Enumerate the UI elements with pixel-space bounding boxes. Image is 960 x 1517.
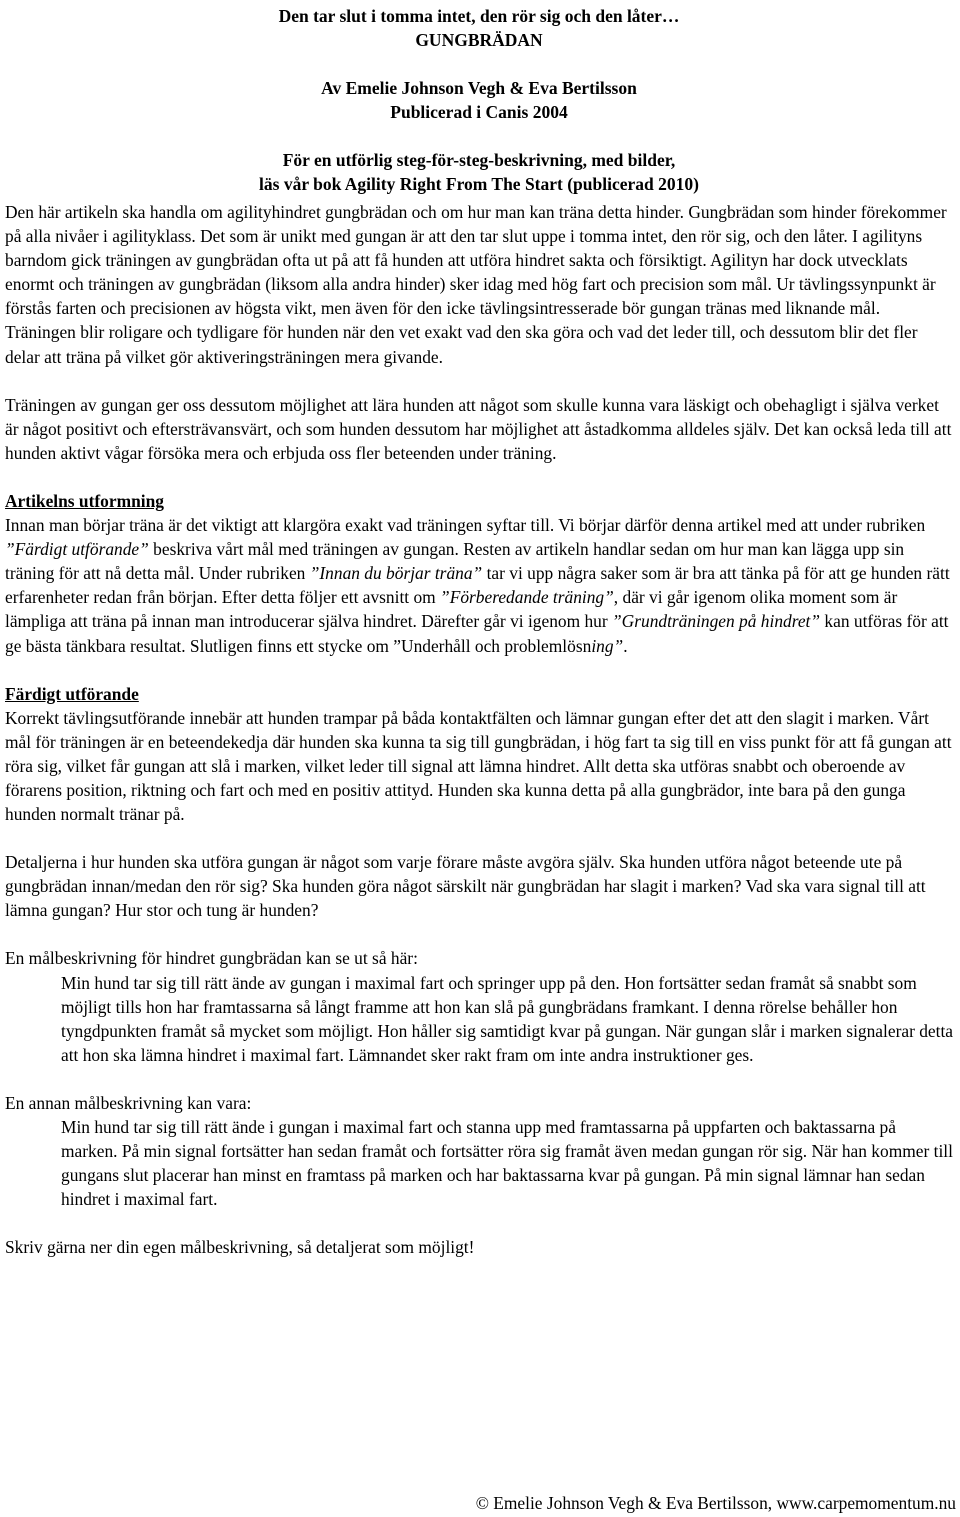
book-line-1: För en utförlig steg-för-steg-beskrivning, med bilder,	[282, 150, 676, 170]
goal-2-intro: En annan målbeskrivning kan vara:	[5, 1092, 252, 1113]
goal-1-intro: En målbeskrivning för hindret gungbrädan kan se ut så här:	[5, 948, 418, 969]
article-subtitle: GUNGBRÄDAN	[415, 30, 543, 50]
goal-2-description: Min hund tar sig till rätt ände i gungan i maximal fart och stanna upp med framtassarna på uppfarten och baktassarna på marken. På min signal fortsätter han sedan framåt och fortsätter röra sig framåt även medan gungan rör sig. När han kommer till gungans slut placerar han minst en framtass på marken och har baktassarna kvar på gungan. På min signal lämnar han sedan hindret i maximal fart.	[61, 1117, 953, 1210]
publication-info: Publicerad i Canis 2004	[390, 102, 568, 122]
section-2-paragraph-1: Korrekt tävlingsutförande innebär att hunden trampar på båda kontaktfälten och lämnar gungan efter det att den slagit i marken. Vårt mål för träningen är en beteendekedja där hunden ska kunna ta sig till gungbrädan, i hög fart ta sig till en viss punkt för att få gungan att röra sig, vilket får gungan att slå i marken, vilket leder till signal att lämna hindret. Allt detta ska utföras snabbt och oberoende av förarens position, riktning och fart och med en positiv attityd. Hunden ska kunna detta på alla gungbrädor, inte bara på den gunga hunden normalt tränar på.	[5, 707, 952, 825]
footer-copyright: © Emelie Johnson Vegh & Eva Bertilsson, www.carpemomentum.nu	[475, 1493, 956, 1513]
closing-line: Skriv gärna ner din egen målbeskrivning, så detaljerat som möjligt!	[5, 1237, 475, 1258]
paragraph-2: Träningen av gungan ger oss dessutom möjlighet att lära hunden att något som skulle kunna vara läskigt och obehagligt i själva verket är något positivt och eftersträvansvärt, och som hunden dessutom har möjlighet att åstadkomma alldeles själv. Det kan också leda till att hunden aktivt vågar försöka mera och erbjuda oss fler beteenden under träning.	[5, 394, 952, 463]
section-heading-fardigt-utforande: Färdigt utförande	[5, 683, 139, 704]
section-heading-utformning: Artikelns utformning	[5, 490, 164, 511]
document-page	[5, 4, 953, 1259]
section-1-paragraph: Innan man börjar träna är det viktigt att klargöra exakt vad träningen syftar till. Vi börjar därför denna artikel med att under rubriken ”Färdigt utförande” beskriva vårt mål med träningen av gungan. Resten av artikeln handlar sedan om hur man kan lägga upp sin träning för att nå detta mål. Under rubriken ”Innan du börjar träna” tar vi upp några saker som är bra att tänka på för att ge hunden rätt erfarenheter redan från början. Efter detta följer ett avsnitt om ”Förberedande träning”, där vi går igenom olika moment som är lämpliga att träna på innan man introducerar själva hindret. Därefter går vi igenom hur ”Grundträningen på hindret” kan utföras för att ge bästa tänkbara resultat. Slutligen finns ett stycke om ”Underhåll och problemlösning”.	[5, 515, 950, 656]
book-line-2: läs vår bok Agility Right From The Start (publicerad 2010)	[259, 174, 699, 194]
book-reference	[5, 148, 953, 196]
byline-block	[5, 76, 953, 124]
goal-1-description: Min hund tar sig till rätt ände av gungan i maximal fart och springer upp på den. Hon fortsätter sedan framåt så snabbt som möjligt tills hon har framtassarna så långt framme att hon kan slå på gungbrädans framkant. I denna rörelse behåller hon tyngdpunkten framåt så mycket som möjligt. Hon håller sig samtidigt kvar på gungan. När gungan slår i marken signalerar detta att hon ska lämna hindret i maximal fart. Lämnandet sker rakt fram om inte andra instruktioner ges.	[61, 972, 954, 1065]
intro-paragraph: Den här artikeln ska handla om agilityhindret gungbrädan och om hur man kan träna detta hinder. Gungbrädan som hinder förekommer på alla nivåer i agilityklass. Det som är unikt med gungan är att den tar slut uppe i tomma intet, den rör sig, och den låter. I agilityns barndom gick träningen av gungbrädan ofta ut på att få hunden att utföra hindret sakta och försiktigt. Agilityn har dock utvecklats enormt och träningen av gungbrädan (liksom alla andra hinder) sker idag med hög fart och precision som mål. Ur tävlingssynpunkt är förstås farten och precisionen av högsta vikt, men även för den icke tävlingsintresserade bör gungan tränas med liknande mål. Träningen blir roligare och tydligare för hunden när den vet exakt vad den ska göra och vad det leder till, och dessutom blir det fler delar att träna på vilket gör aktiveringsträningen mera givande.	[5, 202, 947, 367]
authors: Av Emelie Johnson Vegh & Eva Bertilsson	[321, 78, 637, 98]
article-title: Den tar slut i tomma intet, den rör sig och den låter…	[278, 6, 680, 26]
section-2-paragraph-2: Detaljerna i hur hunden ska utföra gungan är något som varje förare måste avgöra själv. Ska hunden utföra något beteende ute på gungbrädan innan/medan den rör sig? Ska hunden göra något särskilt när gungbrädan har slagit i marken? Vad ska vara signal till att lämna gungan? Hur stor och tung är hunden?	[5, 852, 926, 921]
title-block	[5, 4, 953, 52]
